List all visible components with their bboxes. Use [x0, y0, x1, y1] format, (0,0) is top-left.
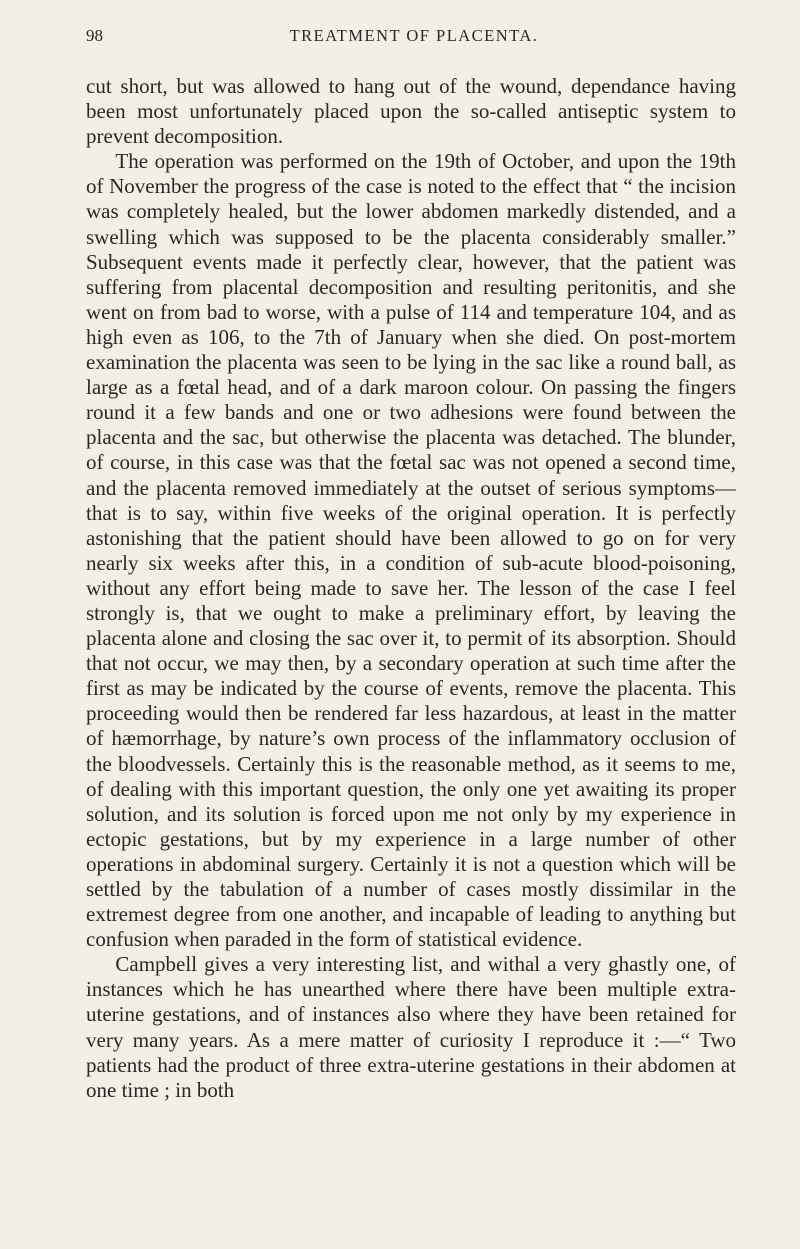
- paragraph: Campbell gives a very interesting list, and withal a very ghastly one, of instances which he has unearthed where there have been multiple extra-uterine gestations, and of instances also where they have been retained for very many years. As a mere matter of curiosity I reproduce it :—“ Two patients had the product of three extra-uterine gestations in their abdomen at one time ; in both: [86, 952, 736, 1102]
- running-title: TREATMENT OF PLACENTA.: [289, 26, 539, 45]
- running-head: [86, 0, 736, 45]
- body-text: [86, 74, 736, 1103]
- paragraph-continued: cut short, but was allowed to hang out of the wound, dependance having been most unfortunately placed upon the so-called antiseptic system to prevent decomposition.: [86, 74, 736, 149]
- paragraph: The operation was performed on the 19th of October, and upon the 19th of November the progress of the case is noted to the effect that “ the incision was completely healed, but the lower abdomen markedly distended, and a swelling which was supposed to be the placenta considerably smaller.” Subsequent events made it perfectly clear, however, that the patient was suffering from placental decomposition and resulting peritonitis, and she went on from bad to worse, with a pulse of 114 and temperature 104, and as high even as 106, to the 7th of January when she died. On post-mortem examination the placenta was seen to be lying in the sac like a round ball, as large as a fœtal head, and of a dark maroon colour. On passing the fingers round it a few bands and one or two adhesions were found between the placenta and the sac, but otherwise the placenta was detached. The blunder, of course, in this case was that the fœtal sac was not opened a second time, and the placenta removed immediately at the outset of serious symptoms—that is to say, within five weeks of the original operation. It is perfectly astonishing that the patient should have been allowed to go on for very nearly six weeks after this, in a condition of sub-acute blood-poisoning, without any effort being made to save her. The lesson of the case I feel strongly is, that we ought to make a preliminary effort, by leaving the placenta alone and closing the sac over it, to permit of its absorption. Should that not occur, we may then, by a secondary operation at such time after the first as may be indicated by the course of events, remove the placenta. This proceeding would then be rendered far less hazardous, at least in the matter of hæmorrhage, by nature’s own process of the inflammatory occlusion of the bloodvessels. Certainly this is the reasonable method, as it seems to me, of dealing with this important question, the only one yet awaiting its proper solution, and its solution is forced upon me not only by my experience in ectopic gestations, but by my experience in a large number of other operations in abdominal surgery. Certainly it is not a question which will be settled by the tabulation of a number of cases mostly dissimilar in the extremest degree from one another, and incapable of leading to anything but confusion when paraded in the form of statistical evidence.: [86, 149, 736, 952]
- page-number: 98: [86, 26, 103, 45]
